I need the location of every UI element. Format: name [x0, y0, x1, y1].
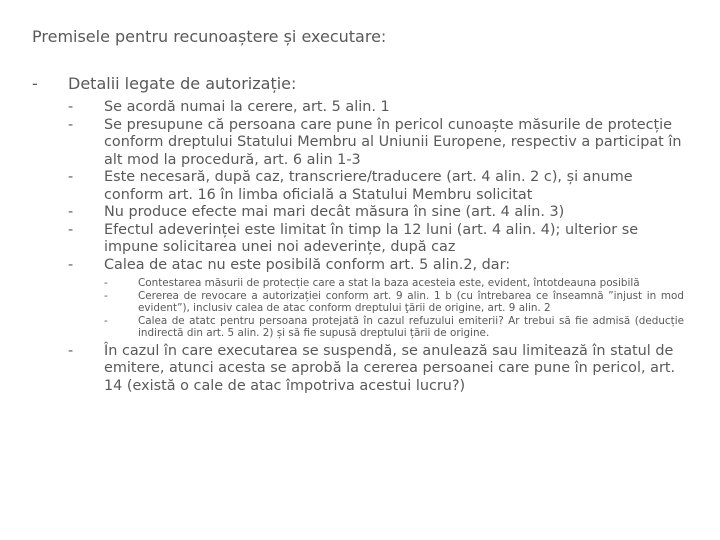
- list-item-text: Se presupune că persoana care pune în pericol cunoaște măsurile de protecție conform dreptului Statului Membru al Uniunii Europene, respectiv a participat în alt mod la procedură, art. 6 alin 1-3: [104, 116, 682, 168]
- list-item: [68, 204, 688, 222]
- list-item: [68, 343, 688, 396]
- sub-list-item-text: Contestarea măsurii de protecție care a stat la baza acesteia este, evident, întotdeauna posibilă: [138, 277, 640, 289]
- bullet-dash: -: [68, 99, 74, 115]
- list-item-text: Nu produce efecte mai mari decât măsura în sine (art. 4 alin. 3): [104, 204, 565, 220]
- list-item-text: Efectul adeverinței este limitat în timp la 12 luni (art. 4 alin. 4); ulterior se impune solicitarea unei noi adeverințe, după caz: [104, 221, 639, 255]
- bullet-dash: -: [104, 289, 108, 302]
- list-item-text: Calea de atac nu este posibilă conform art. 5 alin.2, dar:: [104, 256, 511, 273]
- bullet-dash: -: [68, 204, 74, 220]
- slide-title: Premisele pentru recunoaștere și executare:: [32, 27, 387, 46]
- sub-list-item: [104, 315, 688, 340]
- section-label: Detalii legate de autorizație:: [68, 74, 297, 93]
- bullet-dash: -: [32, 74, 38, 93]
- sub-list-item-text: Calea de atatc pentru persoana protejată în cazul refuzului emiterii? Ar trebui să fie admisă (deducție indirectă din art. 5 alin. 2) și să fie supusă dreptului țării de origine.: [138, 314, 684, 340]
- sub-list-item: [104, 290, 688, 315]
- bullet-dash: -: [68, 221, 74, 238]
- bullet-dash: -: [68, 169, 74, 185]
- list-item: [68, 117, 688, 170]
- list-item: [68, 257, 688, 275]
- list-item: [68, 169, 688, 204]
- sub-list-item-text: Cererea de revocare a autorizației conform art. 9 alin. 1 b (cu întrebarea ce înseamnă ”injust in mod evident”), inclusiv calea de atac conform dreptului ţării de origine, art. 9 alin. 2: [138, 289, 684, 315]
- list-item-text: Se acordă numai la cerere, art. 5 alin. 1: [104, 99, 390, 115]
- bullet-dash: -: [68, 342, 74, 359]
- sub-list-item: [104, 277, 688, 290]
- item-list: [68, 99, 688, 395]
- bullet-dash: -: [104, 277, 108, 289]
- bullet-dash: -: [104, 314, 108, 327]
- sub-item-list: [104, 277, 688, 340]
- bullet-dash: -: [68, 256, 74, 273]
- bullet-dash: -: [68, 116, 74, 133]
- list-item: [68, 222, 688, 257]
- list-item: [68, 99, 688, 117]
- list-item-text: În cazul în care executarea se suspendă, se anulează sau limitează în statul de emitere, atunci acesta se aprobă la cererea persoanei care pune în pericol, art. 14 (există o cale de atac împotriva acestui lucru?): [104, 342, 676, 394]
- list-item-text: Este necesară, după caz, transcriere/traducere (art. 4 alin. 2 c), și anume conform art. 16 în limba oficială a Statului Membru solicitat: [104, 169, 633, 203]
